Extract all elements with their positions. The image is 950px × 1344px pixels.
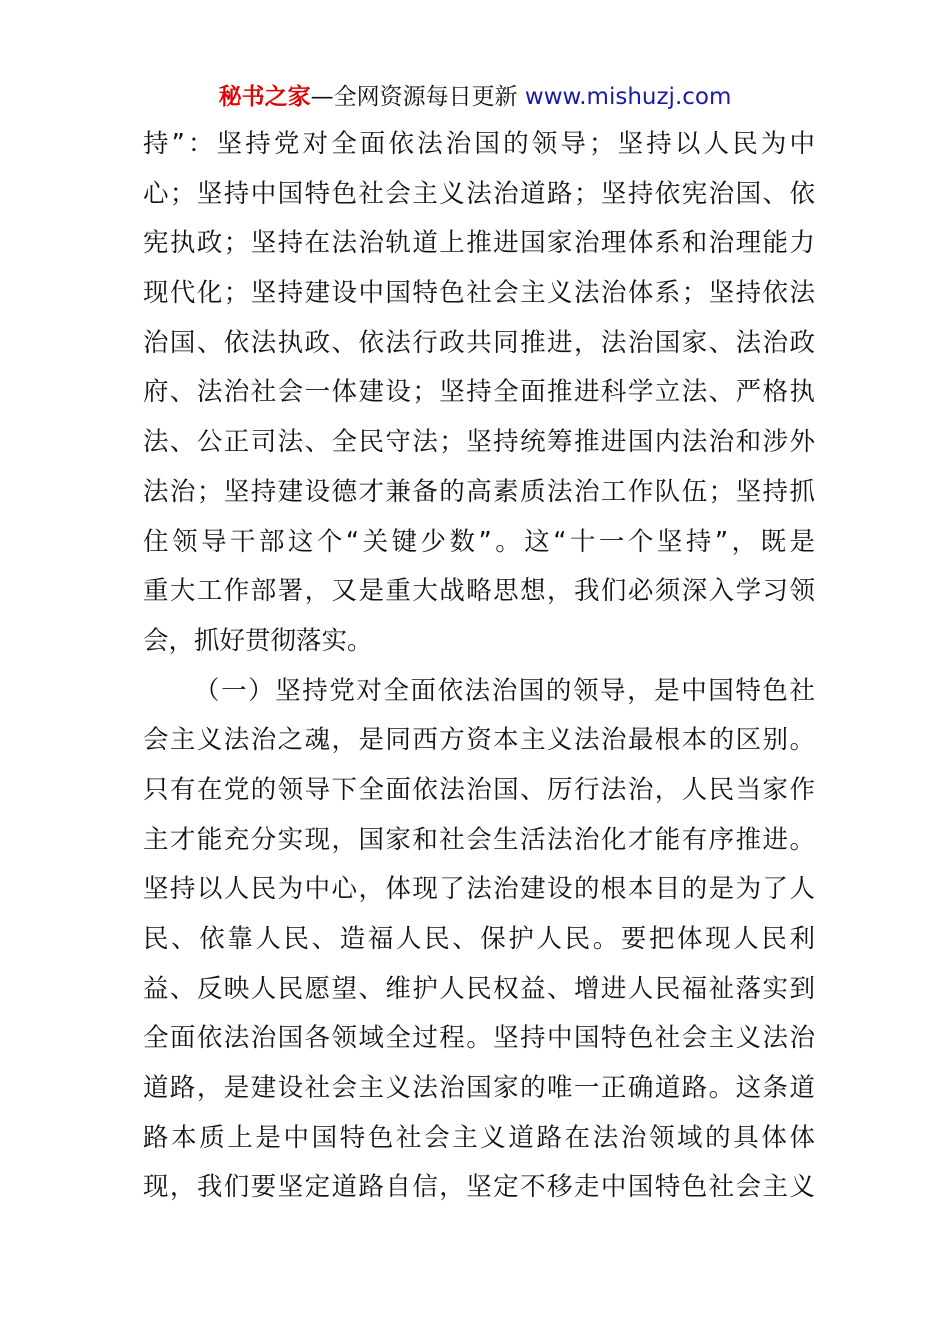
text-line: 治国、依法执政、依法行政共同推进，法治国家、法治政 [143,327,815,358]
text-line: 宪执政；坚持在法治轨道上推进国家治理体系和治理能力 [143,228,815,259]
text-line: 全面依法治国各领域全过程。坚持中国特色社会主义法治 [143,1023,815,1054]
text-line: 重大工作部署，又是重大战略思想，我们必须深入学习领 [143,576,815,607]
text-line: 主才能充分实现，国家和社会生活法治化才能有序推进。 [143,824,815,855]
text-line: 道路，是建设社会主义法治国家的唯一正确道路。这条道 [143,1073,815,1104]
text-line: 民、依靠人民、造福人民、保护人民。要把体现人民利 [143,924,815,954]
text-line: 会主义法治之魂，是同西方资本主义法治最根本的区别。 [143,725,815,756]
text-line: 府、法治社会一体建设；坚持全面推进科学立法、严格执 [143,377,815,408]
text-line: 只有在党的领导下全面依法治国、厉行法治，人民当家作 [143,774,815,805]
document-body [143,120,815,1213]
text-line: （一）坚持党对全面依法治国的领导，是中国特色社 [194,675,815,706]
brand-name: 秘书之家 [218,84,311,110]
text-line: 心；坚持中国特色社会主义法治道路；坚持依宪治国、依 [143,178,815,209]
text-line: 益、反映人民愿望、维护人民权益、增进人民福祉落实到 [143,973,815,1004]
text-line: 会，抓好贯彻落实。 [143,625,373,656]
text-line: 坚持以人民为中心，体现了法治建设的根本目的是为了人 [143,874,815,905]
header-tagline: —全网资源每日更新 [310,84,525,110]
text-line: 持”：坚持党对全面依法治国的领导；坚持以人民为中 [143,129,815,159]
text-line: 现代化；坚持建设中国特色社会主义法治体系；坚持依法 [143,278,815,309]
text-line: 法、公正司法、全民守法；坚持统筹推进国内法治和涉外 [143,427,815,458]
paragraph [143,120,815,667]
text-line: 法治；坚持建设德才兼备的高素质法治工作队伍；坚持抓 [143,476,815,507]
text-line: 住领导干部这个“关键少数”。这“十一个坚持”，既是 [143,526,815,557]
text-line: 现，我们要坚定道路自信，坚定不移走中国特色社会主义 [143,1172,815,1203]
paragraph [143,667,815,1214]
site-url-link[interactable]: www.mishuzj.com [524,84,732,110]
text-line: 路本质上是中国特色社会主义道路在法治领域的具体体 [143,1122,815,1153]
page-header [0,80,950,114]
